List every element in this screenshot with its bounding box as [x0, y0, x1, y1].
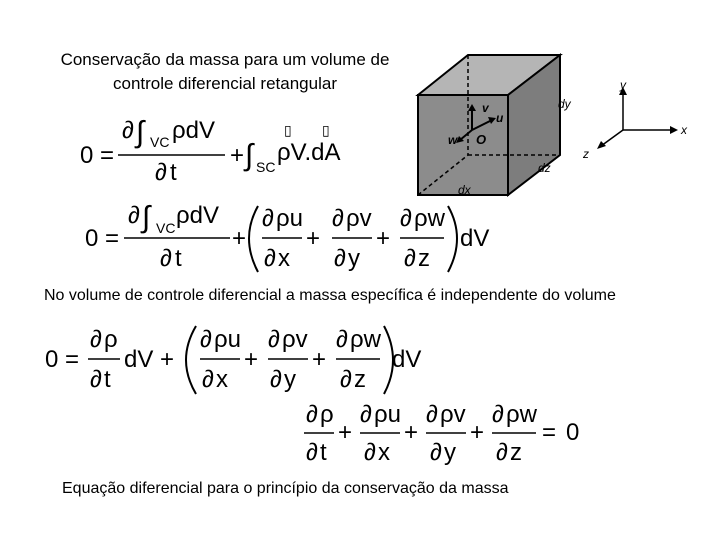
eq3-y: y: [284, 366, 296, 393]
eq4-rhov: ρv: [440, 401, 466, 428]
eq4-y: y: [444, 439, 456, 466]
caption-density: No volume de controle diferencial a massa específica é independente do volume: [44, 287, 616, 304]
eq2-plus-3: +: [376, 225, 391, 252]
eq4-d-t: ∂: [306, 439, 318, 466]
eq4-d-z: ∂: [496, 439, 508, 466]
eq3-plus-1: +: [160, 346, 175, 373]
eq3-d-z: ∂: [340, 366, 352, 393]
eq4-plus-2: +: [404, 419, 419, 446]
label-v: v: [482, 101, 489, 115]
axis-x-arrowhead: [670, 126, 678, 134]
label-u: u: [496, 111, 504, 125]
eq2-d-z: ∂: [404, 245, 416, 272]
eq2-z: z: [418, 245, 430, 272]
dimension-labels: [440, 90, 580, 205]
eq2-d-y: ∂: [334, 245, 346, 272]
eq3-d-y: ∂: [270, 366, 282, 393]
eq2-t: t: [175, 245, 182, 272]
eq1-plus: +: [230, 142, 245, 169]
eq2-y: y: [348, 245, 360, 272]
eq2-rhou: ρu: [276, 205, 303, 232]
axis-x-label: x: [681, 123, 687, 137]
eq1-partial-num: ∂: [122, 117, 134, 144]
eq3-t: t: [104, 366, 111, 393]
eq2-d-rhou: ∂: [262, 205, 274, 232]
eq1-box-1: ▯: [284, 122, 292, 138]
eq4-d-rhov: ∂: [426, 401, 438, 428]
eq1-rho-v-da: ρV.dA: [277, 139, 341, 166]
eq3-equals: =: [65, 346, 80, 373]
axis-y-label: y: [620, 78, 626, 92]
eq4-equals: =: [542, 419, 557, 446]
eq3-z: z: [354, 366, 366, 393]
eq2-left-paren: [249, 206, 258, 272]
eq1-sc: SC: [256, 159, 276, 175]
axis-z-line: [601, 130, 623, 146]
eq4-zero: 0: [566, 419, 580, 446]
title-line-2: controle diferencial retangular: [113, 74, 337, 93]
eq3-d-rhou: ∂: [200, 326, 212, 353]
caption-equation: Equação diferencial para o princípio da conservação da massa: [62, 480, 509, 497]
eq2-zero: 0: [85, 225, 99, 252]
eq1-rho-dv: ρdV: [172, 117, 216, 144]
eq4-d-rhow: ∂: [492, 401, 504, 428]
eq3-rhow: ρw: [350, 326, 381, 353]
eq2-integral: ∫: [142, 201, 151, 234]
eq3-d-x: ∂: [202, 366, 214, 393]
label-w: w: [448, 133, 458, 147]
eq2-rhow: ρw: [414, 205, 445, 232]
eq1-vc: VC: [150, 134, 170, 150]
eq3-left-paren: [186, 326, 196, 394]
coordinate-axes: [575, 78, 695, 163]
eq4-d-x: ∂: [364, 439, 376, 466]
eq4-z: z: [510, 439, 522, 466]
equation-density-form: [40, 322, 440, 402]
eq3-rho: ρ: [104, 326, 118, 353]
eq2-rhov: ρv: [346, 205, 372, 232]
eq1-box-2: ▯: [322, 122, 330, 138]
eq2-equals: =: [105, 225, 120, 252]
eq1-equals: =: [100, 142, 115, 169]
eq4-rhou: ρu: [374, 401, 401, 428]
equation-expanded: [80, 198, 510, 278]
eq2-d-rhow: ∂: [400, 205, 412, 232]
eq4-x: x: [378, 439, 390, 466]
eq3-zero: 0: [45, 346, 59, 373]
eq4-d-y: ∂: [430, 439, 442, 466]
eq2-partial-num: ∂: [128, 202, 140, 229]
eq3-dv-1: dV: [124, 346, 154, 373]
eq3-d-t: ∂: [90, 366, 102, 393]
eq4-rhow: ρw: [506, 401, 537, 428]
eq2-plus-1: +: [232, 225, 247, 252]
eq3-dv-2: dV: [392, 346, 422, 373]
label-dx: dx: [458, 183, 471, 197]
label-dy: dy: [558, 97, 571, 111]
eq4-plus-3: +: [470, 419, 485, 446]
eq4-d-rhou: ∂: [360, 401, 372, 428]
eq1-integral-sc: ∫: [245, 139, 254, 172]
page-title: [20, 48, 430, 96]
eq2-d-rhov: ∂: [332, 205, 344, 232]
equation-integral-form: [70, 110, 370, 190]
eq1-zero: 0: [80, 142, 94, 169]
eq2-dv: dV: [460, 225, 490, 252]
eq2-plus-2: +: [306, 225, 321, 252]
label-dz: dz: [538, 161, 551, 175]
eq4-plus-1: +: [338, 419, 353, 446]
eq3-plus-2: +: [244, 346, 259, 373]
eq2-right-paren: [448, 206, 457, 272]
axis-z-arrowhead: [597, 141, 606, 149]
eq3-d-rhow: ∂: [336, 326, 348, 353]
eq3-d-rho: ∂: [90, 326, 102, 353]
eq3-rhov: ρv: [282, 326, 308, 353]
eq2-x: x: [278, 245, 290, 272]
eq2-vc: VC: [156, 220, 176, 236]
eq1-integral: ∫: [136, 116, 145, 149]
title-line-1: Conservação da massa para um volume de: [60, 50, 390, 69]
eq3-d-rhov: ∂: [268, 326, 280, 353]
eq1-t: t: [170, 159, 177, 186]
eq3-plus-3: +: [312, 346, 327, 373]
equation-continuity: [302, 400, 602, 470]
eq4-d-rho: ∂: [306, 401, 318, 428]
eq3-x: x: [216, 366, 228, 393]
eq2-partial-den: ∂: [160, 245, 172, 272]
eq4-t: t: [320, 439, 327, 466]
label-origin: O: [476, 132, 487, 147]
eq2-d-x: ∂: [264, 245, 276, 272]
eq2-rho-dv: ρdV: [176, 202, 220, 229]
eq1-partial-den: ∂: [155, 159, 167, 186]
eq3-rhou: ρu: [214, 326, 241, 353]
axis-z-label: z: [583, 147, 589, 161]
eq4-rho: ρ: [320, 401, 334, 428]
